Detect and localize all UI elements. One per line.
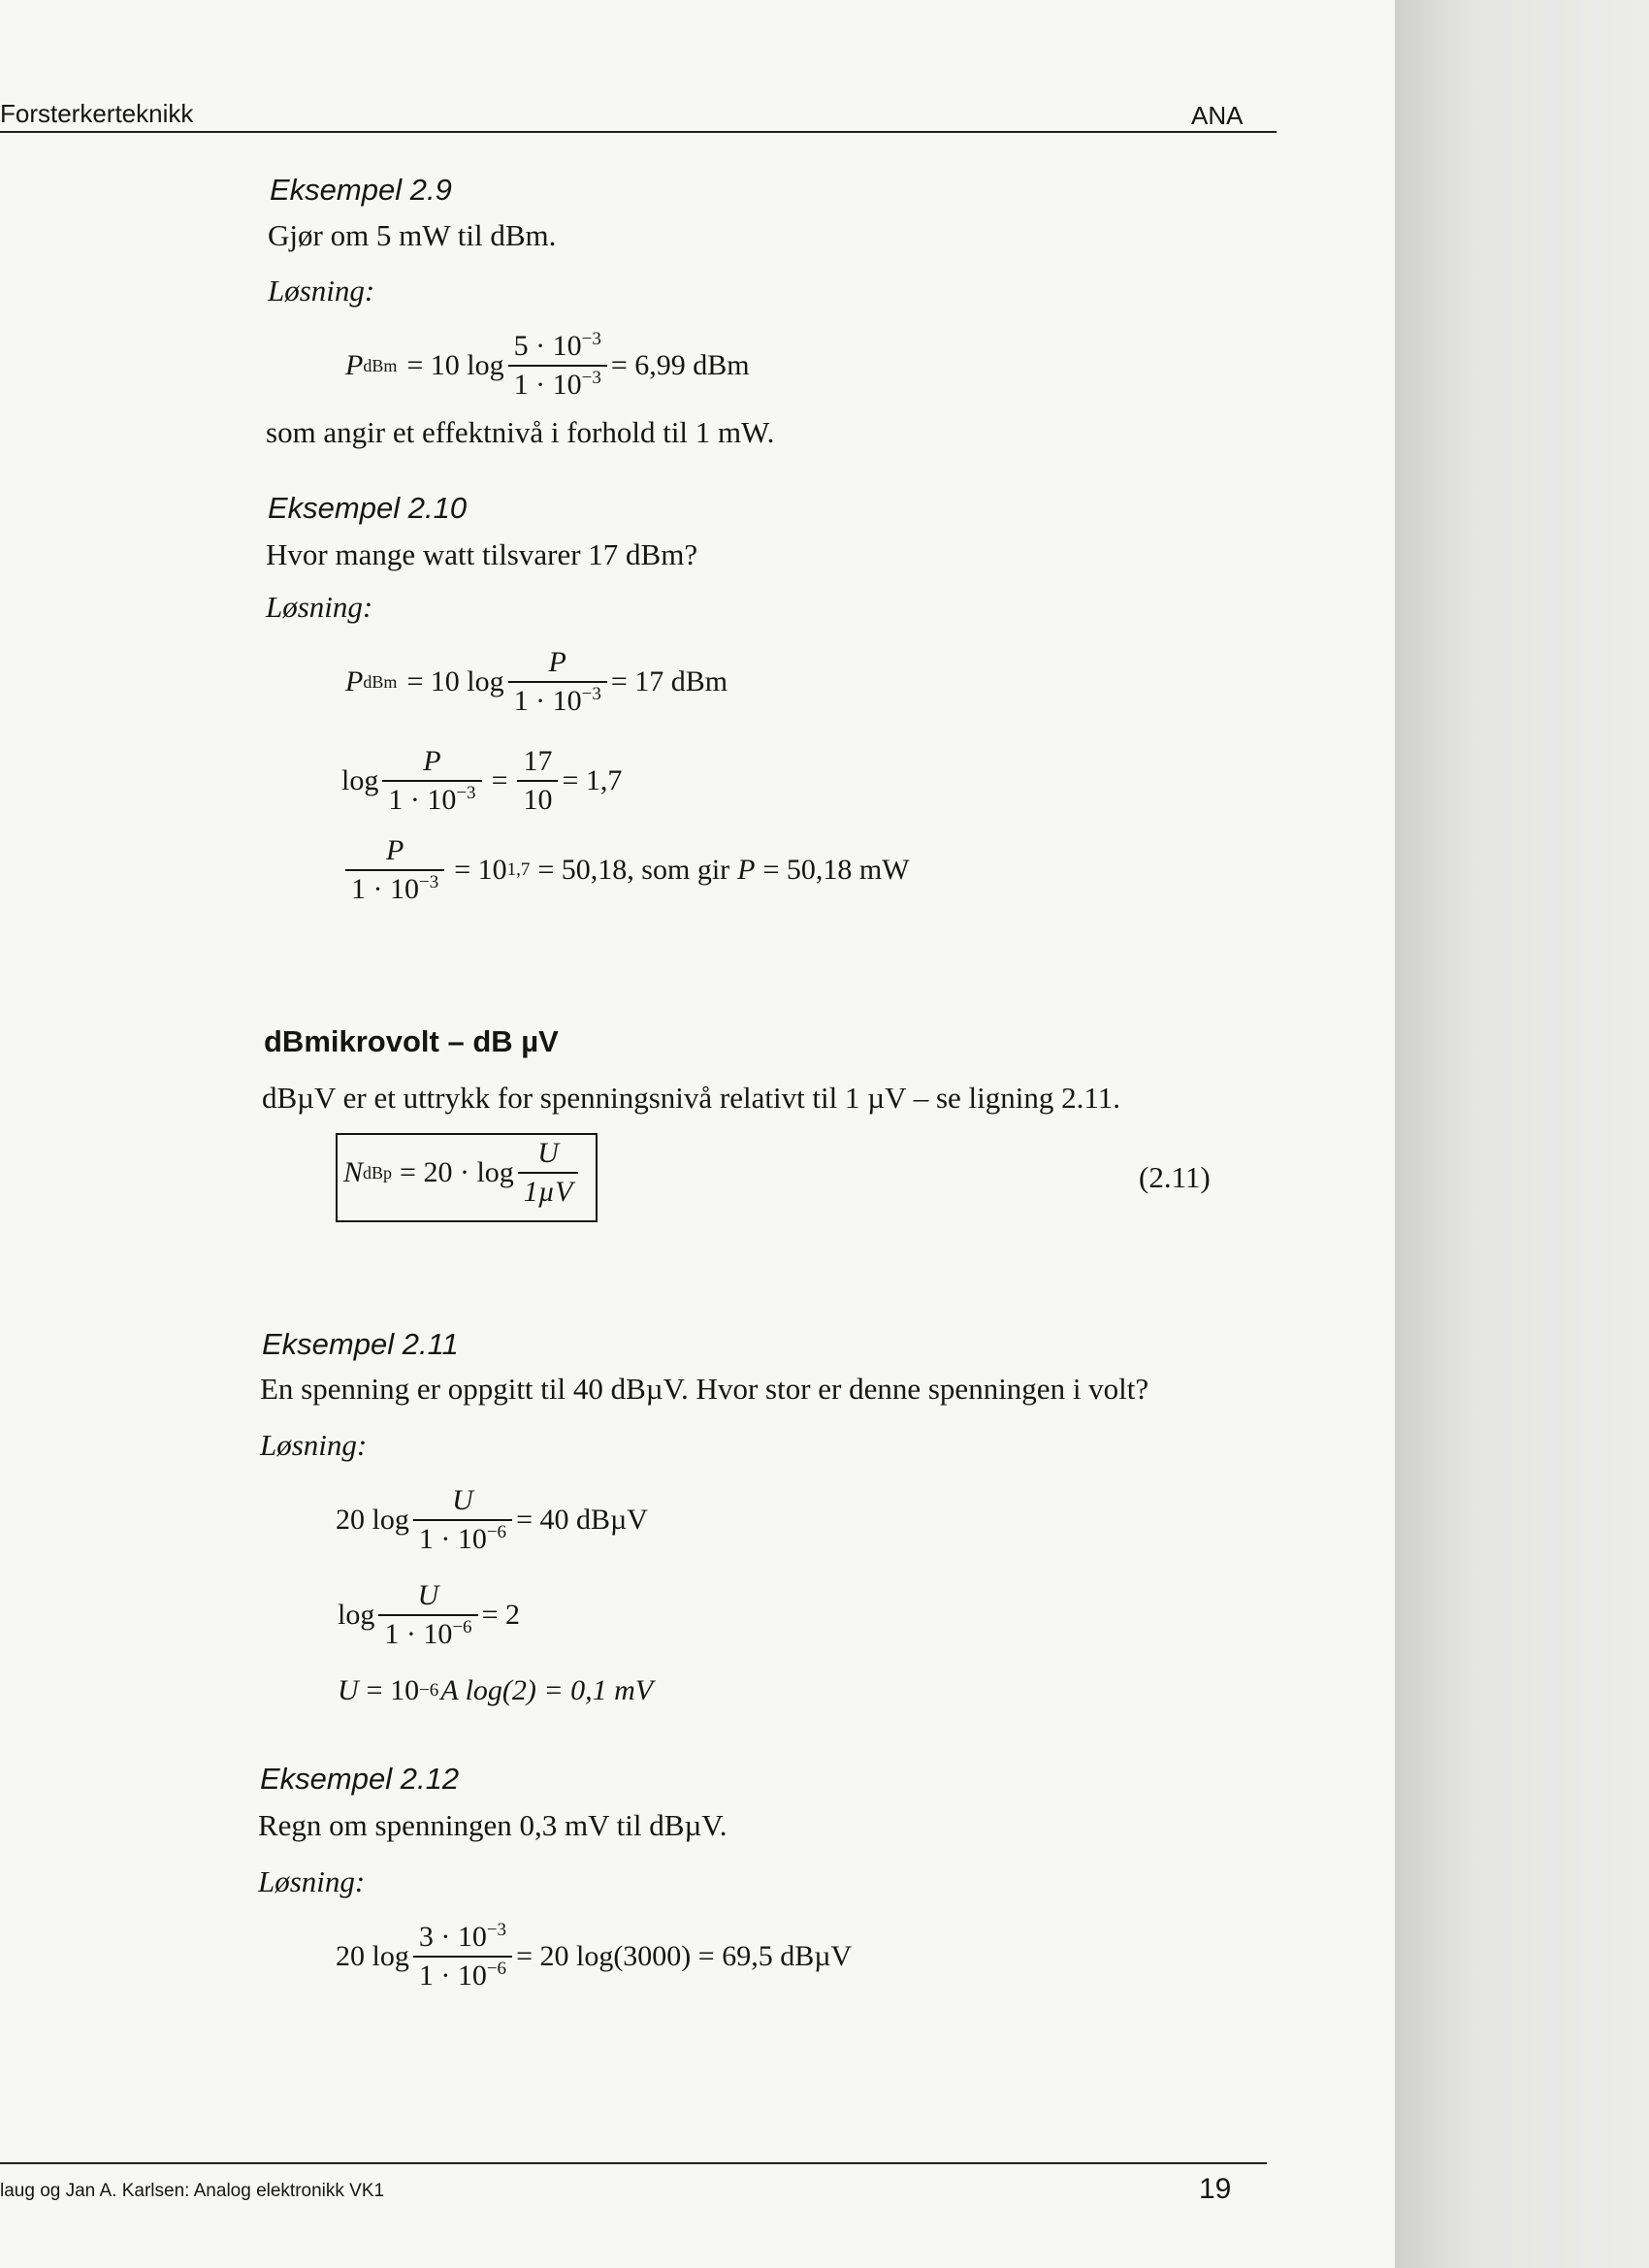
example-2-9-heading: Eksempel 2.9 bbox=[270, 173, 452, 207]
example-2-12-equation bbox=[336, 1921, 852, 1993]
eq-result: = 20 log(3000) = 69,5 dBµV bbox=[516, 1940, 853, 1972]
formula-operator: = 20 · log bbox=[400, 1156, 514, 1188]
eq-power: = 10 bbox=[454, 854, 507, 886]
eq-denominator-2: 10 bbox=[517, 780, 558, 817]
eq-denominator-exp: −3 bbox=[581, 684, 601, 704]
page-number: 19 bbox=[1199, 2173, 1232, 2205]
example-2-12-solution-label: Løsning: bbox=[258, 1864, 366, 1898]
example-2-11-question: En spenning er oppgitt til 40 dBµV. Hvor stor er denne spenningen i volt? bbox=[260, 1372, 1149, 1406]
eq-fraction bbox=[382, 745, 481, 817]
running-header-title: Forsterkerteknikk bbox=[0, 99, 194, 128]
example-2-12-question: Regn om spenningen 0,3 mV til dBµV. bbox=[258, 1808, 728, 1842]
eq-equals: = bbox=[491, 764, 508, 796]
eq-final-value: = 50,18 mW bbox=[762, 854, 910, 886]
header-rule bbox=[0, 131, 1277, 133]
eq-result: = 1,7 bbox=[562, 764, 623, 796]
eq-fraction bbox=[378, 1579, 477, 1651]
eq-result: A log(2) = 0,1 mV bbox=[440, 1674, 654, 1706]
eq-numerator: 3 · 10 bbox=[418, 1921, 487, 1953]
formula-fraction bbox=[518, 1137, 579, 1209]
eq-result: = 2 bbox=[481, 1599, 520, 1631]
eq-log: log bbox=[341, 764, 379, 796]
example-2-11-solution-label: Løsning: bbox=[260, 1428, 368, 1462]
eq-numerator: U bbox=[417, 1579, 439, 1611]
formula-2-11: N dBp = 20 · log $\frac{U}{\text{1µV}}$ bbox=[343, 1137, 582, 1209]
eq-denominator-exp: −6 bbox=[486, 1522, 507, 1542]
eq-denominator: 1 · 10 bbox=[418, 1960, 487, 1992]
example-2-12-heading: Eksempel 2.12 bbox=[260, 1762, 460, 1796]
example-2-9-question: Gjør om 5 mW til dBm. bbox=[268, 218, 557, 252]
eq-log: 20 log bbox=[336, 1504, 409, 1536]
eq-power: = 10 bbox=[366, 1674, 420, 1706]
eq-numerator: P bbox=[548, 646, 566, 678]
eq-result: = 6,99 dBm bbox=[610, 349, 750, 381]
eq-denominator-exp: −3 bbox=[581, 368, 601, 388]
example-2-10-equation-2 bbox=[341, 745, 622, 817]
eq-fraction bbox=[413, 1484, 512, 1556]
eq-fraction bbox=[508, 330, 607, 402]
example-2-10-heading: Eksempel 2.10 bbox=[268, 491, 468, 525]
eq-numerator: P bbox=[385, 834, 404, 866]
example-2-9-equation: P dBm = 10 log $\frac{5 \cdot 10^{-3}}{1 \cdot 10^{-3}}$ = 6,99 dBm bbox=[345, 329, 750, 401]
formula-number: (2.11) bbox=[1139, 1160, 1211, 1194]
eq-numerator: P bbox=[423, 745, 441, 777]
footer-credits: laug og Jan A. Karlsen: Analog elektronikk VK1 bbox=[0, 2181, 385, 2201]
eq-final-symbol: P bbox=[737, 854, 756, 886]
eq-denominator: 1 · 10 bbox=[513, 369, 582, 401]
eq-symbol: P bbox=[345, 349, 364, 381]
eq-numerator-exp: −3 bbox=[486, 1920, 507, 1940]
formula-numerator: U bbox=[537, 1137, 559, 1169]
eq-operator: = 10 log bbox=[406, 349, 504, 381]
example-2-10-equation-1: P dBm = 10 log $\frac{P}{1 \cdot 10^{-3}}$ = 17 dBm bbox=[345, 646, 728, 717]
example-2-10-solution-label: Løsning: bbox=[266, 590, 373, 624]
formula-denominator: 1µV bbox=[518, 1172, 579, 1209]
eq-numerator-exp: −3 bbox=[581, 329, 601, 349]
example-2-11-equation-3: U = 10 −6 A log(2) = 0,1 mV bbox=[338, 1674, 654, 1706]
example-2-9-solution-label: Løsning: bbox=[268, 274, 375, 308]
running-header-section: ANA bbox=[1191, 101, 1244, 130]
eq-denominator: 1 · 10 bbox=[418, 1523, 487, 1555]
section-text: dBµV er et uttrykk for spenningsnivå relativt til 1 µV – se ligning 2.11. bbox=[262, 1081, 1120, 1115]
example-2-10-question: Hvor mange watt tilsvarer 17 dBm? bbox=[266, 537, 698, 571]
eq-denominator-exp: −6 bbox=[486, 1959, 507, 1979]
eq-symbol: P bbox=[345, 665, 364, 697]
eq-fraction bbox=[508, 646, 607, 718]
eq-operator: = 10 log bbox=[406, 665, 504, 697]
example-2-10-equation-3: $\frac{P}{1 \cdot 10^{-3}}$ = 10 1,7 = 50,18, som gir P = 50,18 mW bbox=[341, 834, 910, 906]
eq-result: = 17 dBm bbox=[610, 665, 728, 697]
eq-denominator: 1 · 10 bbox=[513, 685, 582, 717]
eq-fraction bbox=[345, 834, 444, 906]
eq-numerator-2: 17 bbox=[523, 745, 553, 777]
eq-log: 20 log bbox=[336, 1940, 409, 1972]
eq-result: = 40 dBµV bbox=[516, 1504, 648, 1536]
eq-denominator-exp: −3 bbox=[456, 783, 476, 803]
eq-log: log bbox=[338, 1599, 375, 1631]
eq-fraction-2 bbox=[517, 745, 558, 817]
eq-denominator: 1 · 10 bbox=[388, 784, 457, 816]
section-title: dBmikrovolt – dB µV bbox=[264, 1024, 559, 1058]
example-2-9-note: som angir et effektnivå i forhold til 1 mW. bbox=[266, 415, 775, 449]
formula-symbol: N bbox=[343, 1156, 364, 1188]
eq-denominator: 1 · 10 bbox=[384, 1618, 453, 1650]
page-edge-shadow bbox=[1395, 0, 1649, 2268]
eq-denominator-exp: −6 bbox=[452, 1617, 472, 1637]
example-2-11-equation-1 bbox=[336, 1484, 648, 1556]
footer-rule bbox=[0, 2162, 1267, 2164]
example-2-11-equation-2 bbox=[338, 1579, 520, 1651]
eq-result: = 50,18, som gir bbox=[537, 854, 730, 886]
eq-denominator-exp: −3 bbox=[419, 872, 439, 892]
eq-fraction bbox=[413, 1921, 512, 1993]
eq-numerator: U bbox=[452, 1484, 473, 1516]
eq-numerator: 5 · 10 bbox=[513, 330, 582, 362]
example-2-11-heading: Eksempel 2.11 bbox=[262, 1327, 459, 1361]
eq-denominator: 1 · 10 bbox=[351, 873, 419, 905]
eq-symbol: U bbox=[338, 1674, 359, 1706]
